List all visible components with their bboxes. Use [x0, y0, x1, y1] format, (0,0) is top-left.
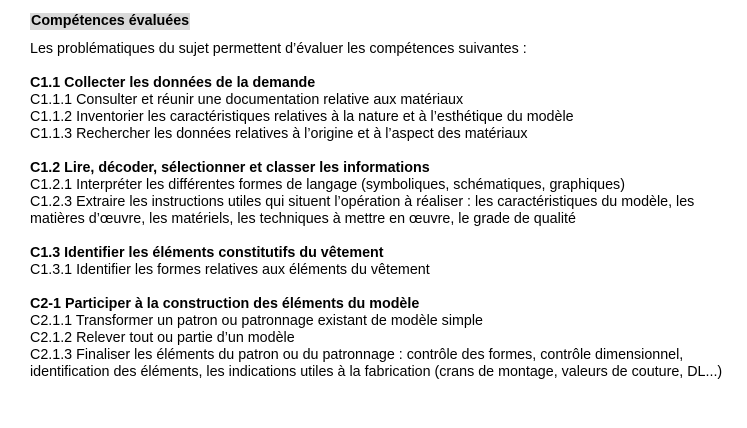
- document-page: [30, 13, 730, 381]
- heading-block: [30, 13, 730, 30]
- section-c2-1: [30, 296, 730, 381]
- competence-item: C1.1.3 Rechercher les données relatives à l’origine et à l’aspect des matériaux: [30, 126, 528, 142]
- section-title: C2-1 Participer à la construction des éléments du modèle: [30, 296, 420, 312]
- competence-item: C2.1.2 Relever tout ou partie d’un modèle: [30, 330, 295, 346]
- competence-item: C2.1.1 Transformer un patron ou patronnage existant de modèle simple: [30, 313, 483, 329]
- section-title: C1.1 Collecter les données de la demande: [30, 75, 316, 91]
- intro-text: Les problématiques du sujet permettent d’évaluer les compétences suivantes :: [30, 41, 527, 57]
- section-c1-1: [30, 75, 730, 143]
- section-title: C1.2 Lire, décoder, sélectionner et classer les informations: [30, 160, 430, 176]
- section-title: C1.3 Identifier les éléments constitutifs du vêtement: [30, 245, 384, 261]
- competence-item: C1.2.1 Interpréter les différentes formes de langage (symboliques, schématiques, graphiques): [30, 177, 625, 193]
- competence-item: C1.2.3 Extraire les instructions utiles qui situent l’opération à réaliser : les caractéristiques du modèle, les matières d’œuvre, les matériels, les techniques à mettre en œuvre, le grade de qualité: [30, 194, 695, 227]
- competence-item: C2.1.3 Finaliser les éléments du patron ou du patronnage : contrôle des formes, contrôle dimensionnel, identification des éléments, les indications utiles à la fabrication (crans de montage, valeurs de couture, DL...): [30, 347, 723, 380]
- section-c1-2: [30, 160, 730, 228]
- competence-item: C1.1.1 Consulter et réunir une documentation relative aux matériaux: [30, 92, 464, 108]
- page-heading: Compétences évaluées: [31, 13, 190, 29]
- competence-item: C1.1.2 Inventorier les caractéristiques relatives à la nature et à l’esthétique du modèle: [30, 109, 574, 125]
- competence-item: C1.3.1 Identifier les formes relatives aux éléments du vêtement: [30, 262, 430, 278]
- section-c1-3: [30, 245, 730, 279]
